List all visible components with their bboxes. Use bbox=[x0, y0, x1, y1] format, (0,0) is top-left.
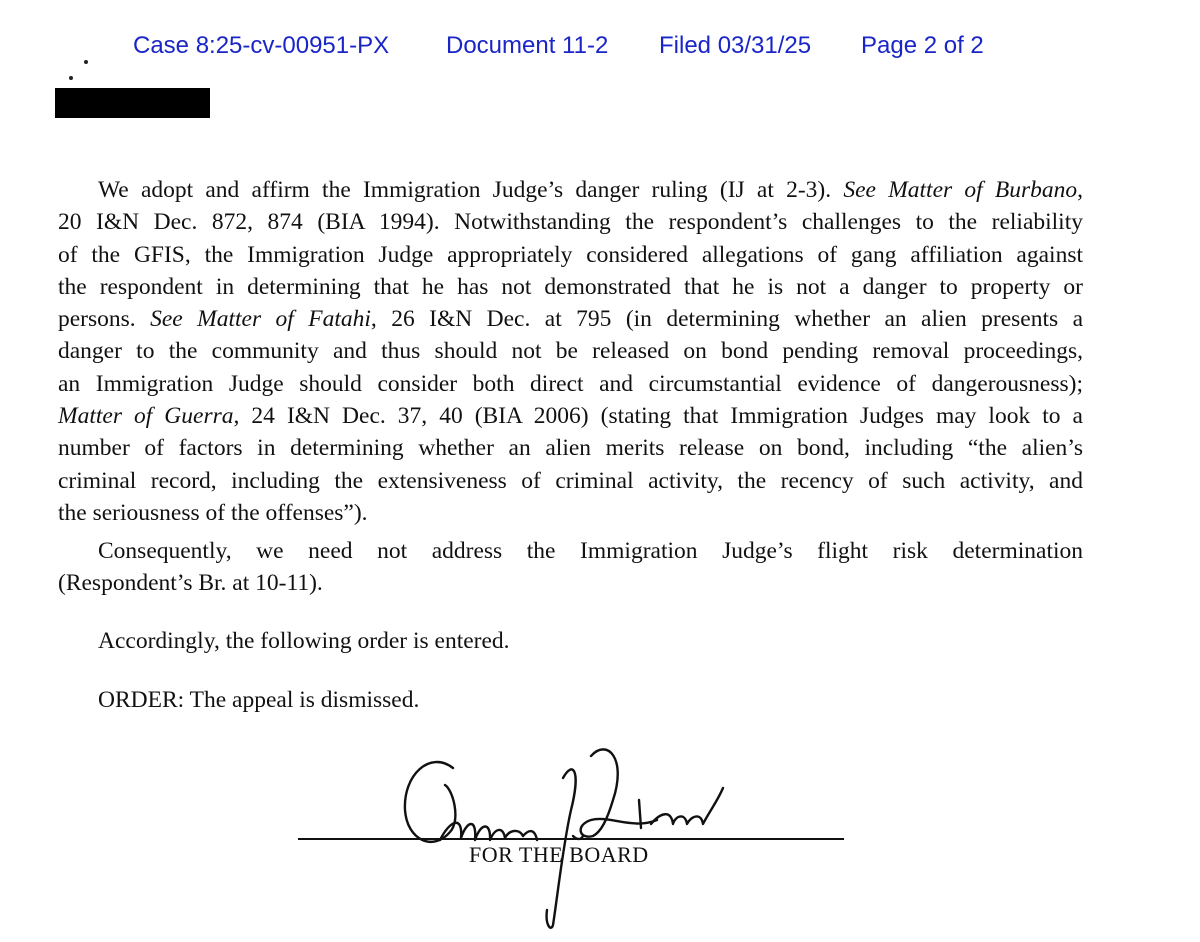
body-line: the respondent in determining that he has not demonstrated that he is not a danger to property or bbox=[58, 273, 1083, 300]
body-line: danger to the community and thus should not be released on bond pending removal proceedings, bbox=[58, 338, 1083, 365]
body-line: (Respondent’s Br. at 10-11). bbox=[58, 570, 323, 597]
order-line: ORDER: The appeal is dismissed. bbox=[98, 687, 420, 713]
paragraph-accordingly bbox=[58, 625, 1083, 657]
case-number: Case 8:25-cv-00951-PX bbox=[133, 32, 390, 59]
body-line: the seriousness of the offenses”). bbox=[58, 499, 368, 526]
filed-date: Filed 03/31/25 bbox=[659, 32, 812, 59]
body-line: 20 I&N Dec. 872, 874 (BIA 1994). Notwithstanding the respondent’s challenges to the reliability bbox=[58, 209, 1083, 236]
signature-label: FOR THE BOARD bbox=[469, 842, 649, 867]
page-number: Page 2 of 2 bbox=[861, 32, 984, 59]
body-line: We adopt and affirm the Immigration Judge’s danger ruling (IJ at 2-3). See Matter of Burbano, bbox=[98, 177, 1083, 203]
body-line: number of factors in determining whether an alien merits release on bond, including “the alien’s bbox=[58, 435, 1083, 462]
body-line: of the GFIS, the Immigration Judge appropriately considered allegations of gang affiliation against bbox=[58, 241, 1083, 268]
scan-speck bbox=[69, 76, 73, 80]
signature-line bbox=[298, 838, 844, 840]
paragraph-order bbox=[58, 684, 1083, 716]
paragraph-flight-risk bbox=[58, 535, 1083, 600]
body-line: Accordingly, the following order is entered. bbox=[98, 628, 510, 654]
redaction-block bbox=[55, 88, 210, 118]
handwritten-signature bbox=[395, 740, 775, 930]
paragraph-danger-ruling bbox=[58, 174, 1083, 529]
body-line: an Immigration Judge should consider both direct and circumstantial evidence of dangerousness); bbox=[58, 370, 1083, 397]
document-number: Document 11-2 bbox=[446, 32, 609, 59]
scan-speck bbox=[84, 60, 88, 64]
body-line: Matter of Guerra, 24 I&N Dec. 37, 40 (BIA 2006) (stating that Immigration Judges may look to a bbox=[58, 403, 1083, 430]
body-line: Consequently, we need not address the Immigration Judge’s flight risk determination bbox=[98, 538, 1083, 564]
body-line: criminal record, including the extensiveness of criminal activity, the recency of such activity, and bbox=[58, 467, 1083, 494]
body-line: persons. See Matter of Fatahi, 26 I&N Dec. at 795 (in determining whether an alien presents a bbox=[58, 306, 1084, 333]
